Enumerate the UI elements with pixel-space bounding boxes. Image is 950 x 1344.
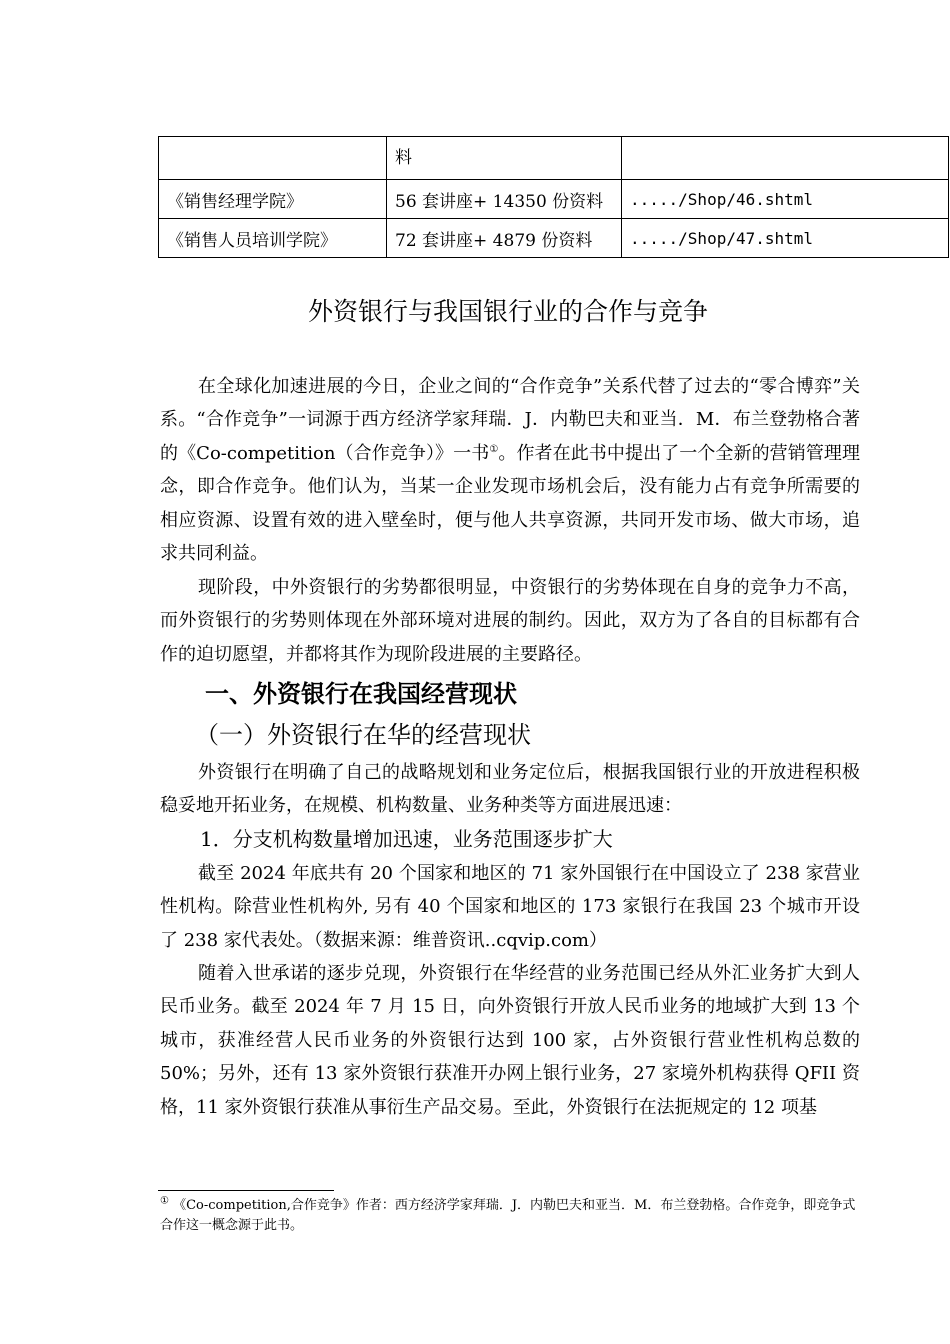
footnote-text: 《Co-competition,合作竞争》作者：西方经济学家拜瑞．J．内勒巴夫和亚当．M．布兰登勃格。合作竞争，即竞争式合作这一概念源于此书。: [160, 1198, 856, 1233]
table-cell-name: 《销售人员培训学院》: [159, 219, 387, 258]
table-cell-content: 料: [387, 137, 622, 180]
table-cell-name: 《销售经理学院》: [159, 180, 387, 219]
footnote-mark: ①: [160, 1195, 169, 1207]
table-cell-link: [622, 137, 949, 180]
paragraph-intro-text-2: 。作者在此书中提出了一个全新的营销管理理念，即合作竞争。他们认为，当某一企业发现市场机会后，没有能力占有竞争所需要的相应资源、设置有效的进入壁垒时，便与他人共享资源，共同开发市场、做大市场，追求共同利益。: [160, 442, 861, 565]
table-cell-link[interactable]: ...../Shop/47.shtml: [622, 219, 949, 258]
paragraph-business-scope: 随着入世承诺的逐步兑现，外资银行在华经营的业务范围已经从外汇业务扩大到人民币业务。截至 2024 年 7 月 15 日，向外资银行开放人民币业务的地域扩大到 13 个城市，获准经营人民币业务的外资银行达到 100 家，占外资银行营业性机构总数的 50%；另外，还有 13 家外资银行获准开办网上银行业务，27 家境外机构获得 QFII 资格，11 家外资银行获准从事衍生产品交易。至此，外资银行在法扼规定的 12 项基: [160, 963, 860, 1118]
table-cell-content: 56 套讲座+ 14350 份资料: [387, 180, 622, 219]
numbered-heading: 1．分支机构数量增加迅速，业务范围逐步扩大: [200, 827, 613, 851]
table-row: [159, 180, 949, 219]
footnote: [160, 1196, 860, 1236]
table-cell-link[interactable]: ...../Shop/46.shtml: [622, 180, 949, 219]
section-heading: 一、外资银行在我国经营现状: [205, 680, 517, 708]
document-title: 外资银行与我国银行业的合作与竞争: [307, 297, 708, 326]
paragraph-current-stage: 现阶段，中外资银行的劣势都很明显，中资银行的劣势体现在自身的竞争力不高，而外资银行的劣势则体现在外部环境对进展的制约。因此，双方为了各自的目标都有合作的迫切愿望，并都将其作为现阶段进展的主要路径。: [160, 577, 860, 665]
table-row: [159, 137, 949, 180]
paragraph-intro-text-1: 在全球化加速进展的今日，企业之间的“合作竞争”关系代替了过去的“零合博弈”关系。“合作竞争”一词源于西方经济学家拜瑞．J．内勒巴夫和亚当．M．布兰登勃格合著的《Co-competition（合作竞争）》一书: [160, 376, 860, 464]
paragraph-branch-stats: 截至 2024 年底共有 20 个国家和地区的 71 家外国银行在中国设立了 238 家营业性机构。除营业性机构外, 另有 40 个国家和地区的 173 家银行在我国 23 个城市开设了 238 家代表处。（数据来源：维普资讯..cqvip.com）: [160, 863, 860, 951]
table-cell-name: [159, 137, 387, 180]
table-cell-content: 72 套讲座+ 4879 份资料: [387, 219, 622, 258]
paragraph-intro: [160, 370, 860, 570]
resource-table: [158, 136, 949, 258]
footnote-divider: [158, 1190, 334, 1191]
paragraph-overview: 外资银行在明确了自己的战略规划和业务定位后，根据我国银行业的开放进程积极稳妥地开拓业务，在规模、机构数量、业务种类等方面进展迅速：: [160, 762, 860, 817]
footnote-ref[interactable]: ①: [489, 443, 499, 455]
table-row: [159, 219, 949, 258]
subsection-heading: （一）外资银行在华的经营现状: [195, 721, 531, 749]
